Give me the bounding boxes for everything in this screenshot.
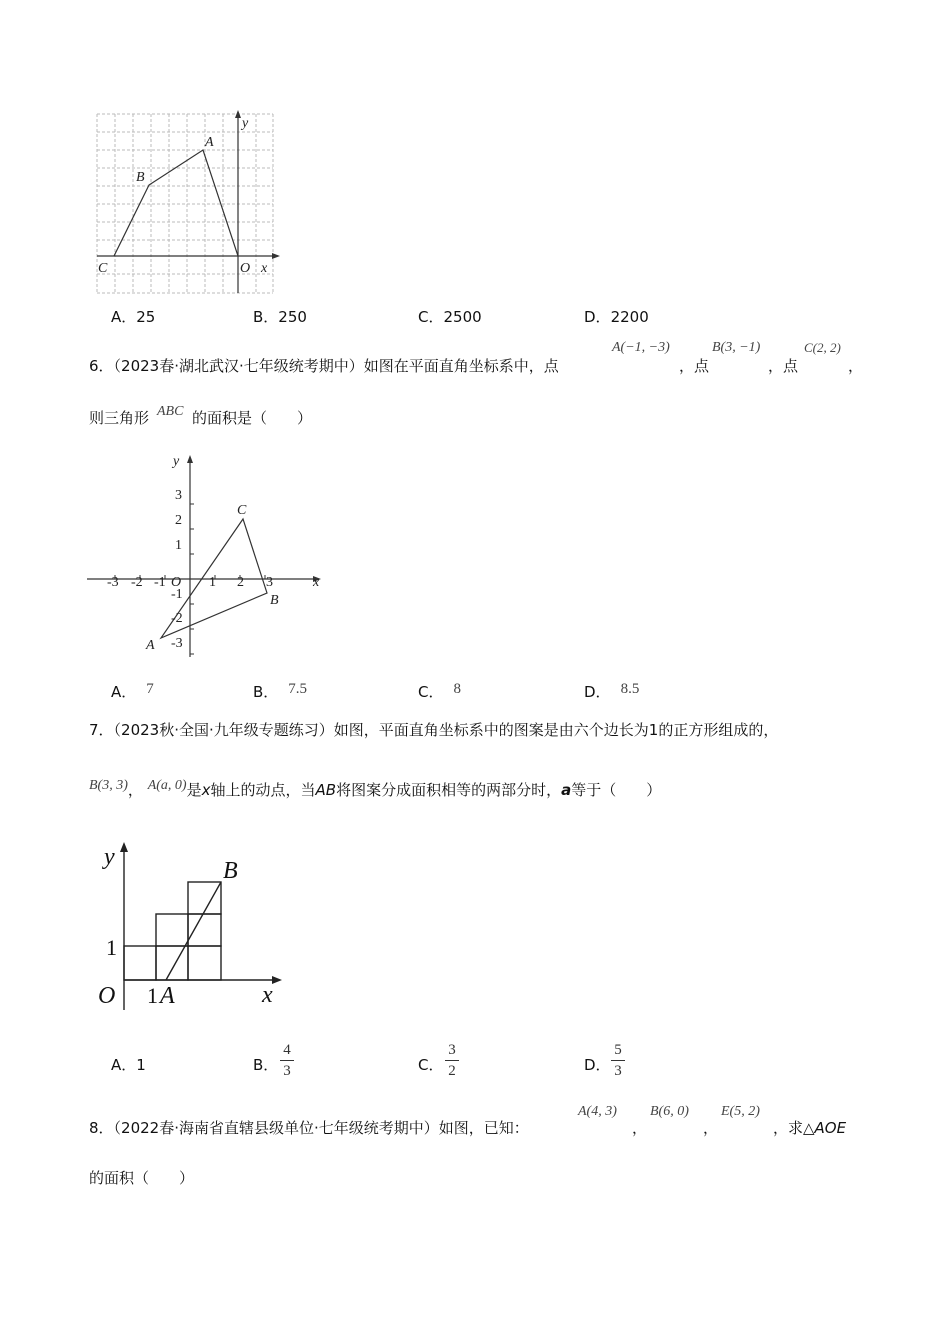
q7-point-B: B(3, 3) [89,778,128,793]
q5-option-a[interactable] [111,307,155,327]
q7-figure [92,838,292,1013]
q6-vertex-B: B [270,593,279,608]
q8-c2: ， [703,1119,719,1137]
q8-triangle-AOE: AOE [814,1119,847,1137]
q6-ytick: -2 [171,611,183,626]
q6-sep1: ，点 [679,357,710,375]
q6-line2-post: 的面积是（ ） [192,409,313,427]
q7-text1b: 的正方形组成的， [658,721,779,739]
fraction-numerator: 3 [448,1042,456,1058]
option-value: 250 [278,308,307,326]
q7-segment-AB [166,882,221,980]
q6-sep2: ，点 [768,357,799,375]
q5-label-O: O [240,261,251,276]
q7-option-a[interactable] [111,1055,146,1075]
q7-text2b: 轴上的动点，当 [210,781,316,799]
q6-ytick: -1 [171,587,183,602]
q7-label-B: B [223,858,238,884]
q6-xtick: 3 [266,575,273,590]
q7-option-b-fraction [279,1041,295,1080]
q6-number: 6． [89,357,114,375]
q8-text1: 如图，已知： [438,1119,529,1137]
option-letter: B． [253,308,279,326]
q6-ytick: 2 [175,513,182,528]
q6-ytick: 1 [175,538,182,553]
q7-label-A: A [160,983,175,1009]
q7-question-line1 [89,720,778,740]
q5-label-A: A [205,135,214,150]
fraction-numerator: 4 [283,1042,291,1058]
q7-option-c[interactable] [418,1055,443,1075]
q8-point-B: B(6, 0) [650,1104,689,1119]
q6-ytick: -3 [171,636,183,651]
q6-xtick: 2 [237,575,244,590]
q8-question-line2: 的面积（ ） [89,1169,195,1187]
q7-label-x: x [262,982,273,1008]
q7-option-d[interactable] [584,1055,611,1075]
q5-label-x: x [261,261,268,276]
option-letter: A． [111,308,137,326]
q7-label-y: y [104,844,115,870]
q7-text2d: 等于（ ） [571,781,662,799]
fraction-numerator: 5 [614,1042,622,1058]
q5-option-c[interactable] [418,307,482,327]
option-value: 2200 [610,308,649,326]
fraction-denominator: 3 [614,1063,622,1079]
option-letter: D． [584,1056,611,1074]
option-letter: C． [418,683,444,701]
q8-point-A: A(4, 3) [578,1104,617,1119]
q6-option-b[interactable] [253,682,307,703]
q6-line2-pre: 则三角形 [89,409,150,427]
q6-xtick: -2 [131,575,143,590]
q7-point-A: A(a, 0) [147,778,187,793]
q7-text2c: 将图案分成面积相等的两部分时， [336,781,562,799]
q5-figure [88,108,288,298]
q5-option-d[interactable] [584,307,649,327]
q6-option-d[interactable] [584,682,639,703]
q6-text: 如图在平面直角坐标系中，点 [363,357,559,375]
q7-option-b[interactable] [253,1055,278,1075]
q5-label-C: C [98,261,108,276]
q8-point-E: E(5, 2) [721,1104,760,1119]
q5-label-B: B [136,170,145,185]
q6-axis-x-label: x [313,575,320,590]
option-letter: A． [111,1056,137,1074]
q7-AB: AB [315,781,337,799]
q8-c1: ， [632,1119,648,1137]
q7-label-1-x: 1 [147,983,158,1008]
q6-point-C: C(2, 2) [804,340,841,355]
q7-comma: ， [127,781,143,799]
q8-source: （2022春·海南省直辖县级单位·七年级统考期中） [113,1119,439,1137]
q8-c3 [773,1118,846,1138]
q7-squares [124,882,221,980]
option-letter: A． [111,683,137,701]
q5-grid-figure [88,108,288,298]
q6-source: （2023春·湖北武汉·七年级统考期中） [113,357,364,375]
q7-x-var: x [201,781,211,799]
q7-label-O: O [98,983,116,1009]
q6-triangle-name: ABC [157,404,184,419]
option-letter: C． [418,1056,444,1074]
option-value: 7 [146,681,154,697]
q7-number: 7． [89,721,114,739]
q7-squares-figure [92,838,292,1013]
option-value: 8.5 [620,681,640,697]
q6-coordinate-figure [85,445,335,660]
q6-point-B: B(3, −1) [712,340,761,355]
q7-source: （2023秋·全国·九年级专题练习） [113,721,334,739]
q7-option-c-fraction [444,1041,460,1080]
q6-ytick: 3 [175,488,182,503]
q6-figure [85,445,335,660]
option-value: 7.5 [288,681,308,697]
q7-one: 1 [648,721,659,739]
q7-text1: 如图，平面直角坐标系中的图案是由六个边长为 [333,721,649,739]
q6-question-line1 [89,356,559,376]
option-letter: B． [253,683,279,701]
q6-xtick: -1 [154,575,166,590]
q7-question-line2 [89,780,661,802]
option-letter: B． [253,1056,279,1074]
q6-option-c[interactable] [418,682,461,703]
option-value: 2500 [443,308,482,326]
q6-xtick: -3 [107,575,119,590]
q7-option-d-fraction [610,1041,626,1080]
q6-vertex-A: A [146,638,155,653]
q5-option-b[interactable] [253,307,307,327]
q6-axis-y-label: y [173,454,180,469]
q8-c3-text: ，求△ [773,1119,815,1137]
q8-number: 8． [89,1119,114,1137]
q6-origin: O [171,575,182,590]
option-letter: C． [418,308,444,326]
q7-text2a: 是 [186,781,202,799]
q6-vertex-C: C [237,503,247,518]
fraction-denominator: 3 [283,1063,291,1079]
option-letter: D． [584,308,611,326]
q7-label-1-y: 1 [106,935,117,960]
option-value: 25 [136,308,156,326]
option-value: 8 [453,681,461,697]
q6-xtick: 1 [209,575,216,590]
q6-question-line2 [89,408,149,428]
q8-question-line1 [89,1118,529,1138]
option-value: 1 [136,1056,146,1074]
q5-label-y: y [242,116,249,131]
q6-sep3: ， [848,357,864,375]
option-letter: D． [584,683,611,701]
q7-a-var: a [561,781,572,799]
q6-point-A: A(−1, −3) [612,340,670,355]
fraction-denominator: 2 [448,1063,456,1079]
q6-option-a[interactable] [111,682,154,703]
